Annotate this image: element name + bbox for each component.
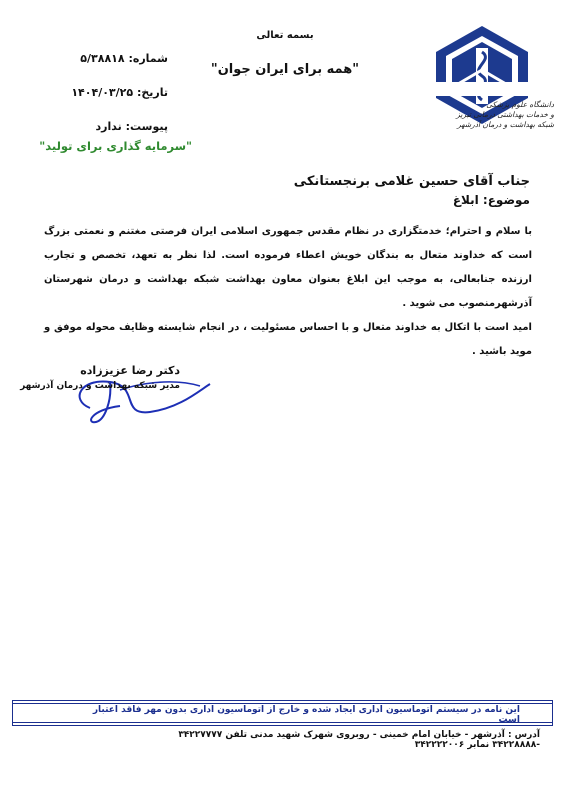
subject: موضوع: ابلاغ <box>452 193 530 207</box>
number-row <box>18 42 168 76</box>
footer-note: این نامه در سیستم اتوماسیون اداری ایجاد شده و خارج از اتوماسیون اداری بدون مهر فاقد اعتبار است <box>92 705 520 725</box>
logo-text-line: شبکه بهداشت و درمان آذرشهر <box>457 120 554 129</box>
letter-meta <box>18 42 168 144</box>
signer-title: مدیر شبکه بهداشت و درمان آذرشهر <box>20 381 180 391</box>
paragraph: با سلام و احترام؛ خدمتگزاری در نظام مقدس جمهوری اسلامی ایران فرصتی مغتنم و نعمتی بزرگ است که خداوند متعال به بندگان خویش اعطاء فرموده است. لذا نظر به تعهد، تخصص و تجارب ارزنده جنابعالی، به موجب این ابلاغ بعنوان معاون بهداشت شبکه بهداشت و درمان شهرستان آذرشهرمنصوب می شوید . <box>44 226 532 309</box>
logo-text <box>404 100 554 130</box>
attachment-value: ندارد <box>95 120 122 133</box>
letter-body <box>44 220 532 364</box>
signer-name: دکتر رضا عزیززاده <box>80 364 180 377</box>
logo-text-line: و خدمات بهداشتی درمانی تبریز <box>456 110 554 119</box>
paragraph: امید است با اتکال به خداوند متعال و با احساس مسئولیت ، در انجام شایسته وظایف محوله موفق و موید باشید . <box>44 322 532 357</box>
logo-text-line: دانشگاه علوم پزشکی <box>486 100 554 109</box>
slogan: "همه برای ایران جوان" <box>210 62 360 77</box>
address: آدرس : آذرشهر - خیابان امام خمینی - روبروی شهرک شهید مدنی تلفن ۳۴۲۲۷۷۷۷ -۳۴۲۲۸۸۸۸ نمابر ۳۴۲۲۲۲۰۰۶ <box>178 730 540 750</box>
number-label: شماره: <box>128 52 168 65</box>
addressee: جناب آقای حسین غلامی برنجستانکی <box>293 174 530 189</box>
date-value: ۱۴۰۴/۰۳/۲۵ <box>71 86 134 99</box>
number-value: ۵/۳۸۸۱۸ <box>80 52 125 65</box>
date-row <box>18 76 168 110</box>
tagline: "سرمایه گذاری برای تولید" <box>39 139 192 153</box>
date-label: تاریخ: <box>136 86 168 99</box>
bismillah: بسمه تعالی <box>256 30 314 41</box>
attachment-label: پیوست: <box>125 120 168 133</box>
